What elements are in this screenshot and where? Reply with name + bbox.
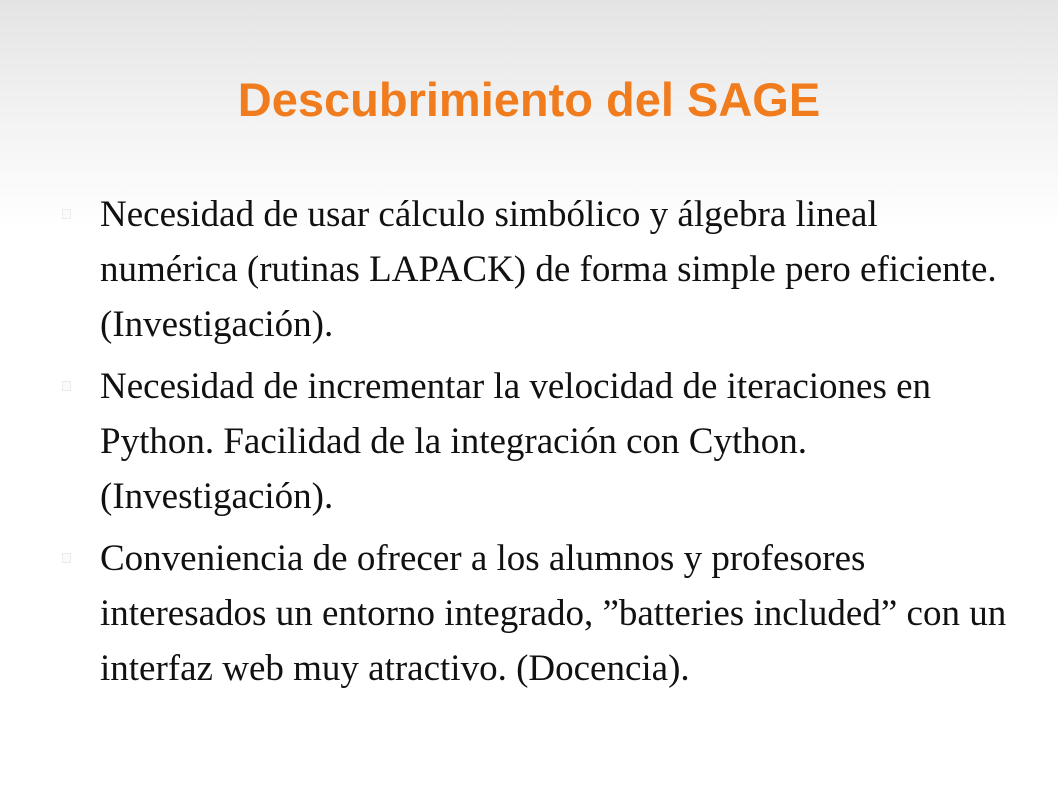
bullet-text: Necesidad de usar cálculo simbólico y álgebra lineal numérica (rutinas LAPACK) de forma simple pero eficiente. (Investigación). <box>100 194 997 345</box>
slide-title: Descubrimiento del SAGE <box>237 73 821 126</box>
bullet-text: Necesidad de incrementar la velocidad de iteraciones en Python. Facilidad de la integración con Cython. (Investigación). <box>100 366 932 517</box>
bullet-marker-icon <box>62 381 71 391</box>
bullet-text: Conveniencia de ofrecer a los alumnos y profesores interesados un entorno integrado, ”batteries included” con un interfaz web muy atractivo. (Docencia). <box>100 538 1007 689</box>
bullet-marker-icon <box>62 209 71 219</box>
bullet-marker-icon <box>62 553 71 563</box>
